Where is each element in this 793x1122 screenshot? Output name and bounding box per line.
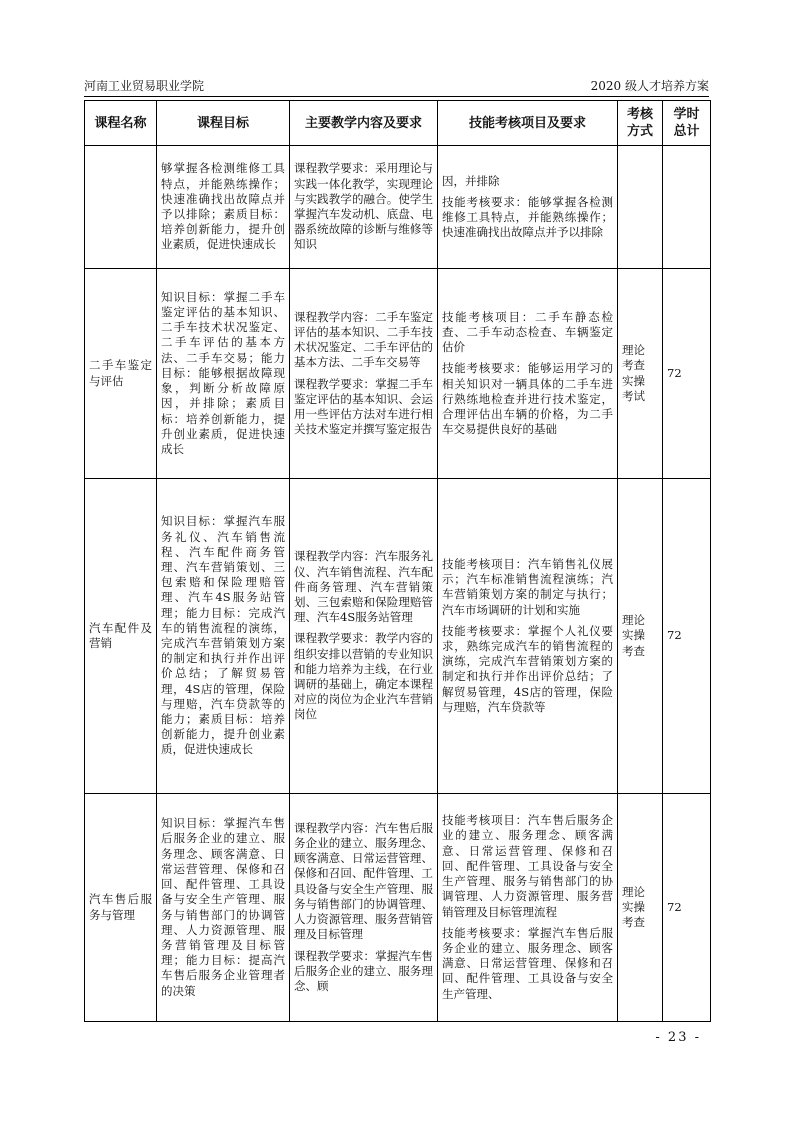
skill-requirement: 技能考核要求：掌握汽车售后服务企业的建立、服务理念、顾客满意、日常运营管理、保修和召回、配件管理、工具设备与安全生产管理、 xyxy=(442,925,613,1001)
hours xyxy=(663,146,711,269)
course-content xyxy=(290,269,438,479)
course-name: 汽车售后服务与管理 xyxy=(85,794,157,1022)
content-item: 课程教学内容：二手车鉴定评估的基本知识、二手车技术状况鉴定、二手车评估的基本方法、二手车交易等 xyxy=(294,309,433,370)
course-content xyxy=(290,794,438,1022)
table-row xyxy=(85,479,711,794)
content-item: 课程教学内容：汽车售后服务企业的建立、服务理念、顾客满意、日常运营管理、保修和召回、配件管理、工具设备与安全生产管理、服务与销售部门的协调管理、人力资源管理、服务营销管理及目标管理 xyxy=(294,820,433,942)
exam-mode-line: 考试 xyxy=(622,388,645,403)
content-item: 课程教学内容：汽车服务礼仪、汽车销售流程、汽车配件商务管理、汽车营销策划、三包索赔和保险理赔管理、汽车4S服务站管理 xyxy=(294,549,433,625)
table-row xyxy=(85,794,711,1022)
table-row xyxy=(85,146,711,269)
exam-mode-line: 实操 xyxy=(622,628,645,643)
col-exam-mode-line2: 方式 xyxy=(626,124,653,139)
course-goal: 知识目标：掌握汽车服务礼仪、汽车销售流程、汽车配件商务管理、汽车营销策划、三包索赔和保险理赔管理、汽车4S服务站管理；能力目标：完成汽车的销售流程的演练，完成汽车营销策划方案的制定和执行并作出评价总结；了解贸易管理，4S店的管理，保险与理赔，汽车贷款等的能力；素质目标：培养创新能力，提升创业素质，促进快速成长 xyxy=(157,479,290,794)
table-row xyxy=(85,269,711,479)
col-course-goal: 课程目标 xyxy=(157,101,290,146)
course-goal: 够掌握各检测维修工具特点，并能熟练操作；快速准确找出故障点并予以排除；素质目标：培养创新能力，提升创业素质，促进快速成长 xyxy=(157,146,290,269)
col-exam-mode-line1: 考核 xyxy=(626,107,653,122)
hours: 72 xyxy=(663,269,711,479)
exam-mode xyxy=(618,269,663,479)
content-requirement: 课程教学要求：采用理论与实践一体化教学，实现理论与实践教学的融合。使学生掌握汽车发动机、底盘、电器系统故障的诊断与维修等知识 xyxy=(294,161,433,252)
exam-mode-line: 理论 xyxy=(622,343,645,358)
course-name: 二手车鉴定与评估 xyxy=(85,269,157,479)
skill-item: 技能考核项目：二手车静态检查、二手车动态检查、车辆鉴定估价 xyxy=(442,309,613,355)
content-requirement: 课程教学要求：掌握二手车鉴定评估的基本知识、会运用一些评估方法对车进行相关技术鉴定并撰写鉴定报告 xyxy=(294,376,433,437)
skill-item: 因，并排除 xyxy=(442,173,500,188)
header-rule xyxy=(84,96,709,97)
exam-mode xyxy=(618,794,663,1022)
plan-title: 2020 级人才培养方案 xyxy=(590,79,709,93)
content-requirement: 课程教学要求：掌握汽车售后服务企业的建立、服务理念、顾 xyxy=(294,948,433,993)
exam-mode-line: 考查 xyxy=(622,358,645,373)
exam-mode-line: 理论 xyxy=(622,884,645,899)
skill-item: 技能考核项目：汽车售后服务企业的建立、服务理念、顾客满意、日常运营管理、保修和召回、配件管理、工具设备与安全生产管理、服务与销售部门的协调管理、人力资源管理、服务营销管理及目标管理流程 xyxy=(442,813,613,919)
skill-item: 技能考核项目：汽车销售礼仪展示；汽车标准销售流程演练；汽车营销策划方案的制定与执行；汽车市场调研的计划和实施 xyxy=(442,556,613,617)
exam-mode-line: 考查 xyxy=(622,643,645,658)
skill-requirement: 技能考核要求：掌握个人礼仪要求，熟练完成汽车的销售流程的演练，完成汽车营销策划方案的制定和执行并作出评价总结；了解贸易管理，4S店的管理，保险与理赔，汽车贷款等 xyxy=(442,623,613,714)
col-hours xyxy=(663,101,711,146)
skill-requirement: 技能考核要求：能够运用学习的相关知识对一辆具体的二手车进行熟练地检查并进行技术鉴定，合理评估出车辆的价格，为二手车交易提供良好的基础 xyxy=(442,361,613,437)
course-skill xyxy=(438,479,618,794)
course-content xyxy=(290,479,438,794)
course-name: 汽车配件及营销 xyxy=(85,479,157,794)
col-skill: 技能考核项目及要求 xyxy=(438,101,618,146)
course-skill xyxy=(438,794,618,1022)
exam-mode-line: 理论 xyxy=(622,613,645,628)
course-skill xyxy=(438,146,618,269)
exam-mode xyxy=(618,146,663,269)
table-header-row xyxy=(85,101,711,146)
exam-mode-line: 考查 xyxy=(622,915,645,930)
course-name xyxy=(85,146,157,269)
hours: 72 xyxy=(663,794,711,1022)
course-content xyxy=(290,146,438,269)
col-course-name: 课程名称 xyxy=(85,101,157,146)
school-name: 河南工业贸易职业学院 xyxy=(84,79,205,93)
col-hours-line1: 学时 xyxy=(673,107,700,122)
page-header xyxy=(84,76,709,96)
course-skill xyxy=(438,269,618,479)
exam-mode-line: 实操 xyxy=(622,899,645,914)
content-requirement: 课程教学要求：教学内容的组织安排以营销的专业知识和能力培养为主线，在行业调研的基础上，确定本课程对应的岗位为企业汽车营销岗位 xyxy=(294,631,433,722)
skill-requirement: 技能考核要求：能够掌握各检测维修工具特点，并能熟练操作；快速准确找出故障点并予以排除 xyxy=(442,194,613,240)
course-goal: 知识目标：掌握二手车鉴定评估的基本知识、二手车技术状况鉴定、二手车评估的基本方法、二手车交易；能力目标：能够根据故障现象，判断分析故障原因，并排除；素质目标：培养创新能力，提升创业素质，促进快速成长 xyxy=(157,269,290,479)
page-number: - 23 - xyxy=(655,1030,701,1045)
course-goal: 知识目标：掌握汽车售后服务企业的建立、服务理念、顾客满意、日常运营管理、保修和召回、配件管理、工具设备与安全生产管理、服务与销售部门的协调管理、人力资源管理、服务营销管理及目标管理；能力目标：提高汽车售后服务企业管理者的决策 xyxy=(157,794,290,1022)
col-hours-line2: 总计 xyxy=(673,124,700,139)
col-content: 主要教学内容及要求 xyxy=(290,101,438,146)
curriculum-table xyxy=(84,100,711,1022)
hours: 72 xyxy=(663,479,711,794)
exam-mode-line: 实操 xyxy=(622,373,645,388)
col-exam-mode xyxy=(618,101,663,146)
exam-mode xyxy=(618,479,663,794)
